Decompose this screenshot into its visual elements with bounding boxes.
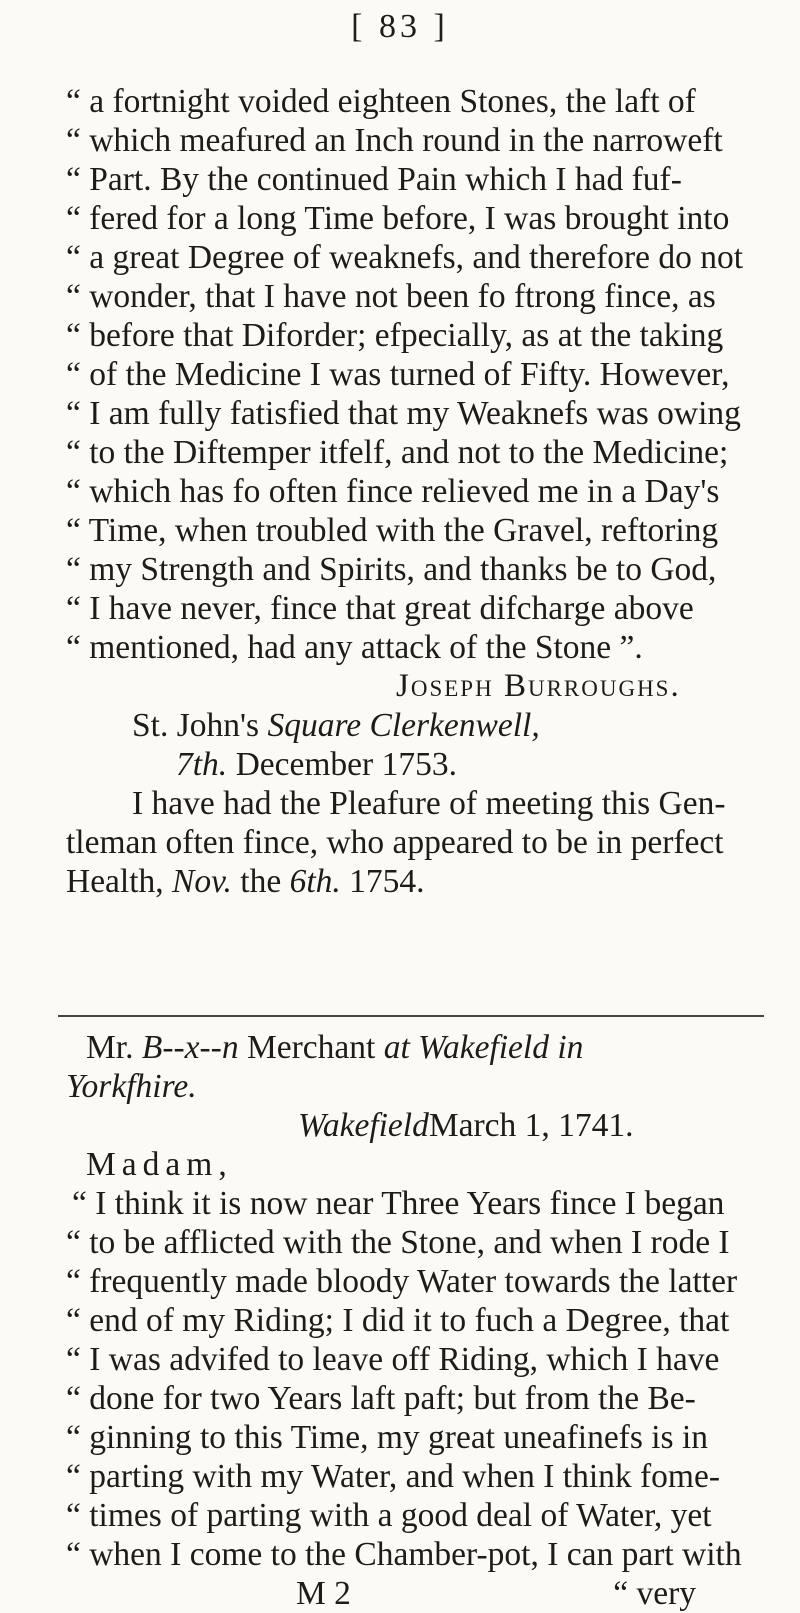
date-place: Wakefield xyxy=(298,1107,429,1144)
letter-2 xyxy=(66,1028,766,1613)
text-line: “ a great Degree of weaknefs, and therefore do not xyxy=(66,239,744,276)
text-line: “ I think it is now near Three Years fince I began xyxy=(72,1185,725,1222)
letter-date xyxy=(66,745,766,784)
note-month: Nov. xyxy=(172,863,232,900)
text-line: “ to the Diftemper itfelf, and not to the Medicine; xyxy=(66,434,729,471)
text-line: “ I have never, fince that great difcharge above xyxy=(66,590,694,627)
letter-2-heading xyxy=(66,1028,766,1067)
address-place: Square Clerkenwell, xyxy=(267,707,540,744)
text-line: “ parting with my Water, and when I think fome- xyxy=(66,1458,721,1495)
text-line: “ which has fo often fince relieved me in a Day's xyxy=(66,473,720,510)
text-line: “ which meafured an Inch round in the narroweft xyxy=(66,122,723,159)
page-footer xyxy=(66,1574,766,1613)
text-line: “ of the Medicine I was turned of Fifty. However, xyxy=(66,356,730,393)
text-line: “ when I come to the Chamber-pot, I can part with xyxy=(66,1536,742,1573)
text-line: “ my Strength and Spirits, and thanks be to God, xyxy=(66,551,717,588)
catchword: “ very xyxy=(613,1575,696,1612)
section-divider xyxy=(58,1015,764,1017)
text-line: “ Part. By the continued Pain which I had fuf- xyxy=(66,161,682,198)
heading-name: B--x--n xyxy=(141,1029,239,1066)
heading-county: Yorkfhire. xyxy=(66,1068,197,1105)
text-line: “ I was advifed to leave off Riding, which I have xyxy=(66,1341,720,1378)
note-line: tleman often fince, who appeared to be in perfect xyxy=(66,824,724,861)
date-value: March 1, 1741. xyxy=(428,1107,634,1144)
letter-1-body xyxy=(66,82,766,901)
salutation: Madam, xyxy=(86,1146,233,1183)
text-line: “ done for two Years laft paft; but from the Be- xyxy=(66,1380,696,1417)
text-line: “ to be afflicted with the Stone, and when I rode I xyxy=(66,1224,730,1261)
address xyxy=(66,706,766,745)
note-text: the xyxy=(240,863,282,900)
date-month-year: December 1753. xyxy=(235,746,457,783)
address-street: St. John's xyxy=(132,707,260,744)
text-line: “ mentioned, had any attack of the Stone ”. xyxy=(66,629,643,666)
page-number: [ 83 ] xyxy=(351,8,449,45)
date-day: 7th. xyxy=(176,746,228,783)
signature-mark: M 2 xyxy=(296,1575,351,1612)
note-day: 6th. xyxy=(289,863,341,900)
text-line: “ times of parting with a good deal of Water, yet xyxy=(66,1497,712,1534)
text-line: “ frequently made bloody Water towards the latter xyxy=(66,1263,738,1300)
signature: Joseph Burroughs. xyxy=(396,668,681,704)
text-line: “ before that Diforder; efpecially, as at the taking xyxy=(66,317,724,354)
text-line: “ fered for a long Time before, I was brought into xyxy=(66,200,730,237)
note-text: Health, xyxy=(66,863,164,900)
heading-title: Mr. xyxy=(86,1029,134,1066)
text-line: “ ginning to this Time, my great uneafinefs is in xyxy=(66,1419,709,1456)
note-line: I have had the Pleafure of meeting this Gen- xyxy=(132,785,726,822)
text-line: “ a fortnight voided eighteen Stones, the laft of xyxy=(66,83,696,120)
heading-occupation: Merchant xyxy=(246,1029,376,1066)
letter-2-date xyxy=(66,1106,766,1145)
note-year: 1754. xyxy=(349,863,425,900)
text-line: “ I am fully fatisfied that my Weaknefs was owing xyxy=(66,395,741,432)
heading-location: at Wakefield in xyxy=(383,1029,584,1066)
note-line-last xyxy=(66,862,766,901)
text-line: “ Time, when troubled with the Gravel, reftoring xyxy=(66,512,719,549)
text-line: “ wonder, that I have not been fo ftrong fince, as xyxy=(66,278,716,315)
text-line: “ end of my Riding; I did it to fuch a Degree, that xyxy=(66,1302,730,1339)
